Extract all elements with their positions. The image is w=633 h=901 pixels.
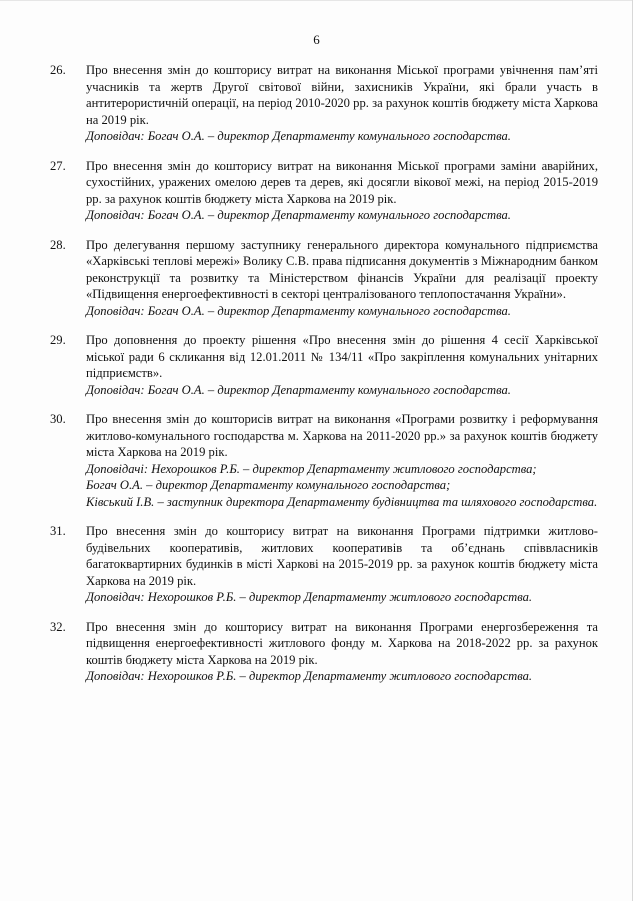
agenda-item-speaker: Доповідачі: Нехорошков Р.Б. – директор Департаменту житлового господарства; [86, 461, 537, 476]
agenda-item-speaker: Богач О.А. – директор Департаменту комунального господарства; [86, 478, 451, 492]
agenda-item-text: Про делегування першому заступнику генерального директора комунального підприємства «Харківські теплові мережі» Волику С.В. права підписання документів з Міжнародним банком реконструкції та розвитку та Міністерством фінансів України для реалізації проекту «Підвищення енергоефективності в секторі централізованого теплопостачання України». [86, 237, 598, 301]
agenda-item [50, 158, 598, 224]
agenda-item-speaker: Доповідач: Нехорошков Р.Б. – директор Департаменту житлового господарства. [86, 669, 533, 683]
agenda-item-speaker: Доповідач: Богач О.А. – директор Департаменту комунального господарства. [86, 208, 511, 222]
agenda-item-speaker: Доповідач: Богач О.А. – директор Департаменту комунального господарства. [86, 303, 511, 318]
agenda-item-number: 30. [50, 412, 66, 426]
agenda-item [50, 411, 598, 510]
agenda-item-text: Про внесення змін до кошторису витрат на виконання Міської програми заміни аварійних, сухостійних, уражених омелою дерев та дерев, які досягли вікової межі, на період 2015-2019 рр. за рахунок коштів бюджету міста Харкова на 2019 рік. [86, 158, 598, 206]
agenda-item [50, 523, 598, 606]
agenda-item-speaker: Доповідач: Нехорошков Р.Б. – директор Департаменту житлового господарства. [86, 590, 533, 604]
page-number: 6 [313, 32, 320, 47]
agenda-item-speaker: Доповідач: Богач О.А. – директор Департаменту комунального господарства. [86, 129, 511, 143]
agenda-item-number: 31. [50, 524, 66, 538]
agenda-item-number: 29. [50, 333, 66, 347]
agenda-item [50, 619, 598, 685]
page-edge-top [0, 0, 633, 1]
agenda-item [50, 62, 598, 145]
agenda-item-text: Про внесення змін до кошторису витрат на виконання Програми підтримки житлово-будівельних кооперативів, житлових кооперативів та об’єднань співвласників багатоквартирних будинків в місті Харкові на 2015-2019 рр. за рахунок коштів бюджету міста Харкова на 2019 рік. [86, 524, 598, 588]
agenda-item-number: 26. [50, 63, 66, 77]
agenda-item-text: Про внесення змін до кошторису витрат на виконання Міської програми увічнення пам’яті учасників та жертв Другої світової війни, захисників України, які брали участь в антитерористичній операції, на період 2010-2020 рр. за рахунок коштів бюджету міста Харкова на 2019 рік. [86, 63, 598, 127]
agenda-item-text: Про внесення змін до кошторису витрат на виконання Програми енергозбереження та підвищення енергоефективності житлового фонду м. Харкова на 2018-2022 рр. за рахунок коштів бюджету міста Харкова на 2019 рік. [86, 619, 598, 667]
agenda-list [50, 62, 598, 698]
agenda-item-number: 28. [50, 237, 66, 252]
agenda-item-text: Про внесення змін до кошторисів витрат на виконання «Програми розвитку і реформування житлово-комунального господарства м. Харкова на 2011-2020 рр.» за рахунок коштів бюджету міста Харкова на 2019 рік. [86, 412, 598, 459]
agenda-item-number: 32. [50, 619, 66, 634]
agenda-item-speaker: Доповідач: Богач О.А. – директор Департаменту комунального господарства. [86, 382, 511, 397]
agenda-item-number: 27. [50, 158, 66, 173]
agenda-item [50, 237, 598, 320]
agenda-item [50, 332, 598, 398]
agenda-item-text: Про доповнення до проекту рішення «Про внесення змін до рішення 4 сесії Харківської міської ради 6 скликання від 12.01.2011 № 134/11 «Про закріплення комунальних унітарних підприємств». [86, 333, 598, 380]
agenda-item-speaker: Ківський І.В. – заступник директора Департаменту будівництва та шляхового господарства. [86, 494, 598, 509]
